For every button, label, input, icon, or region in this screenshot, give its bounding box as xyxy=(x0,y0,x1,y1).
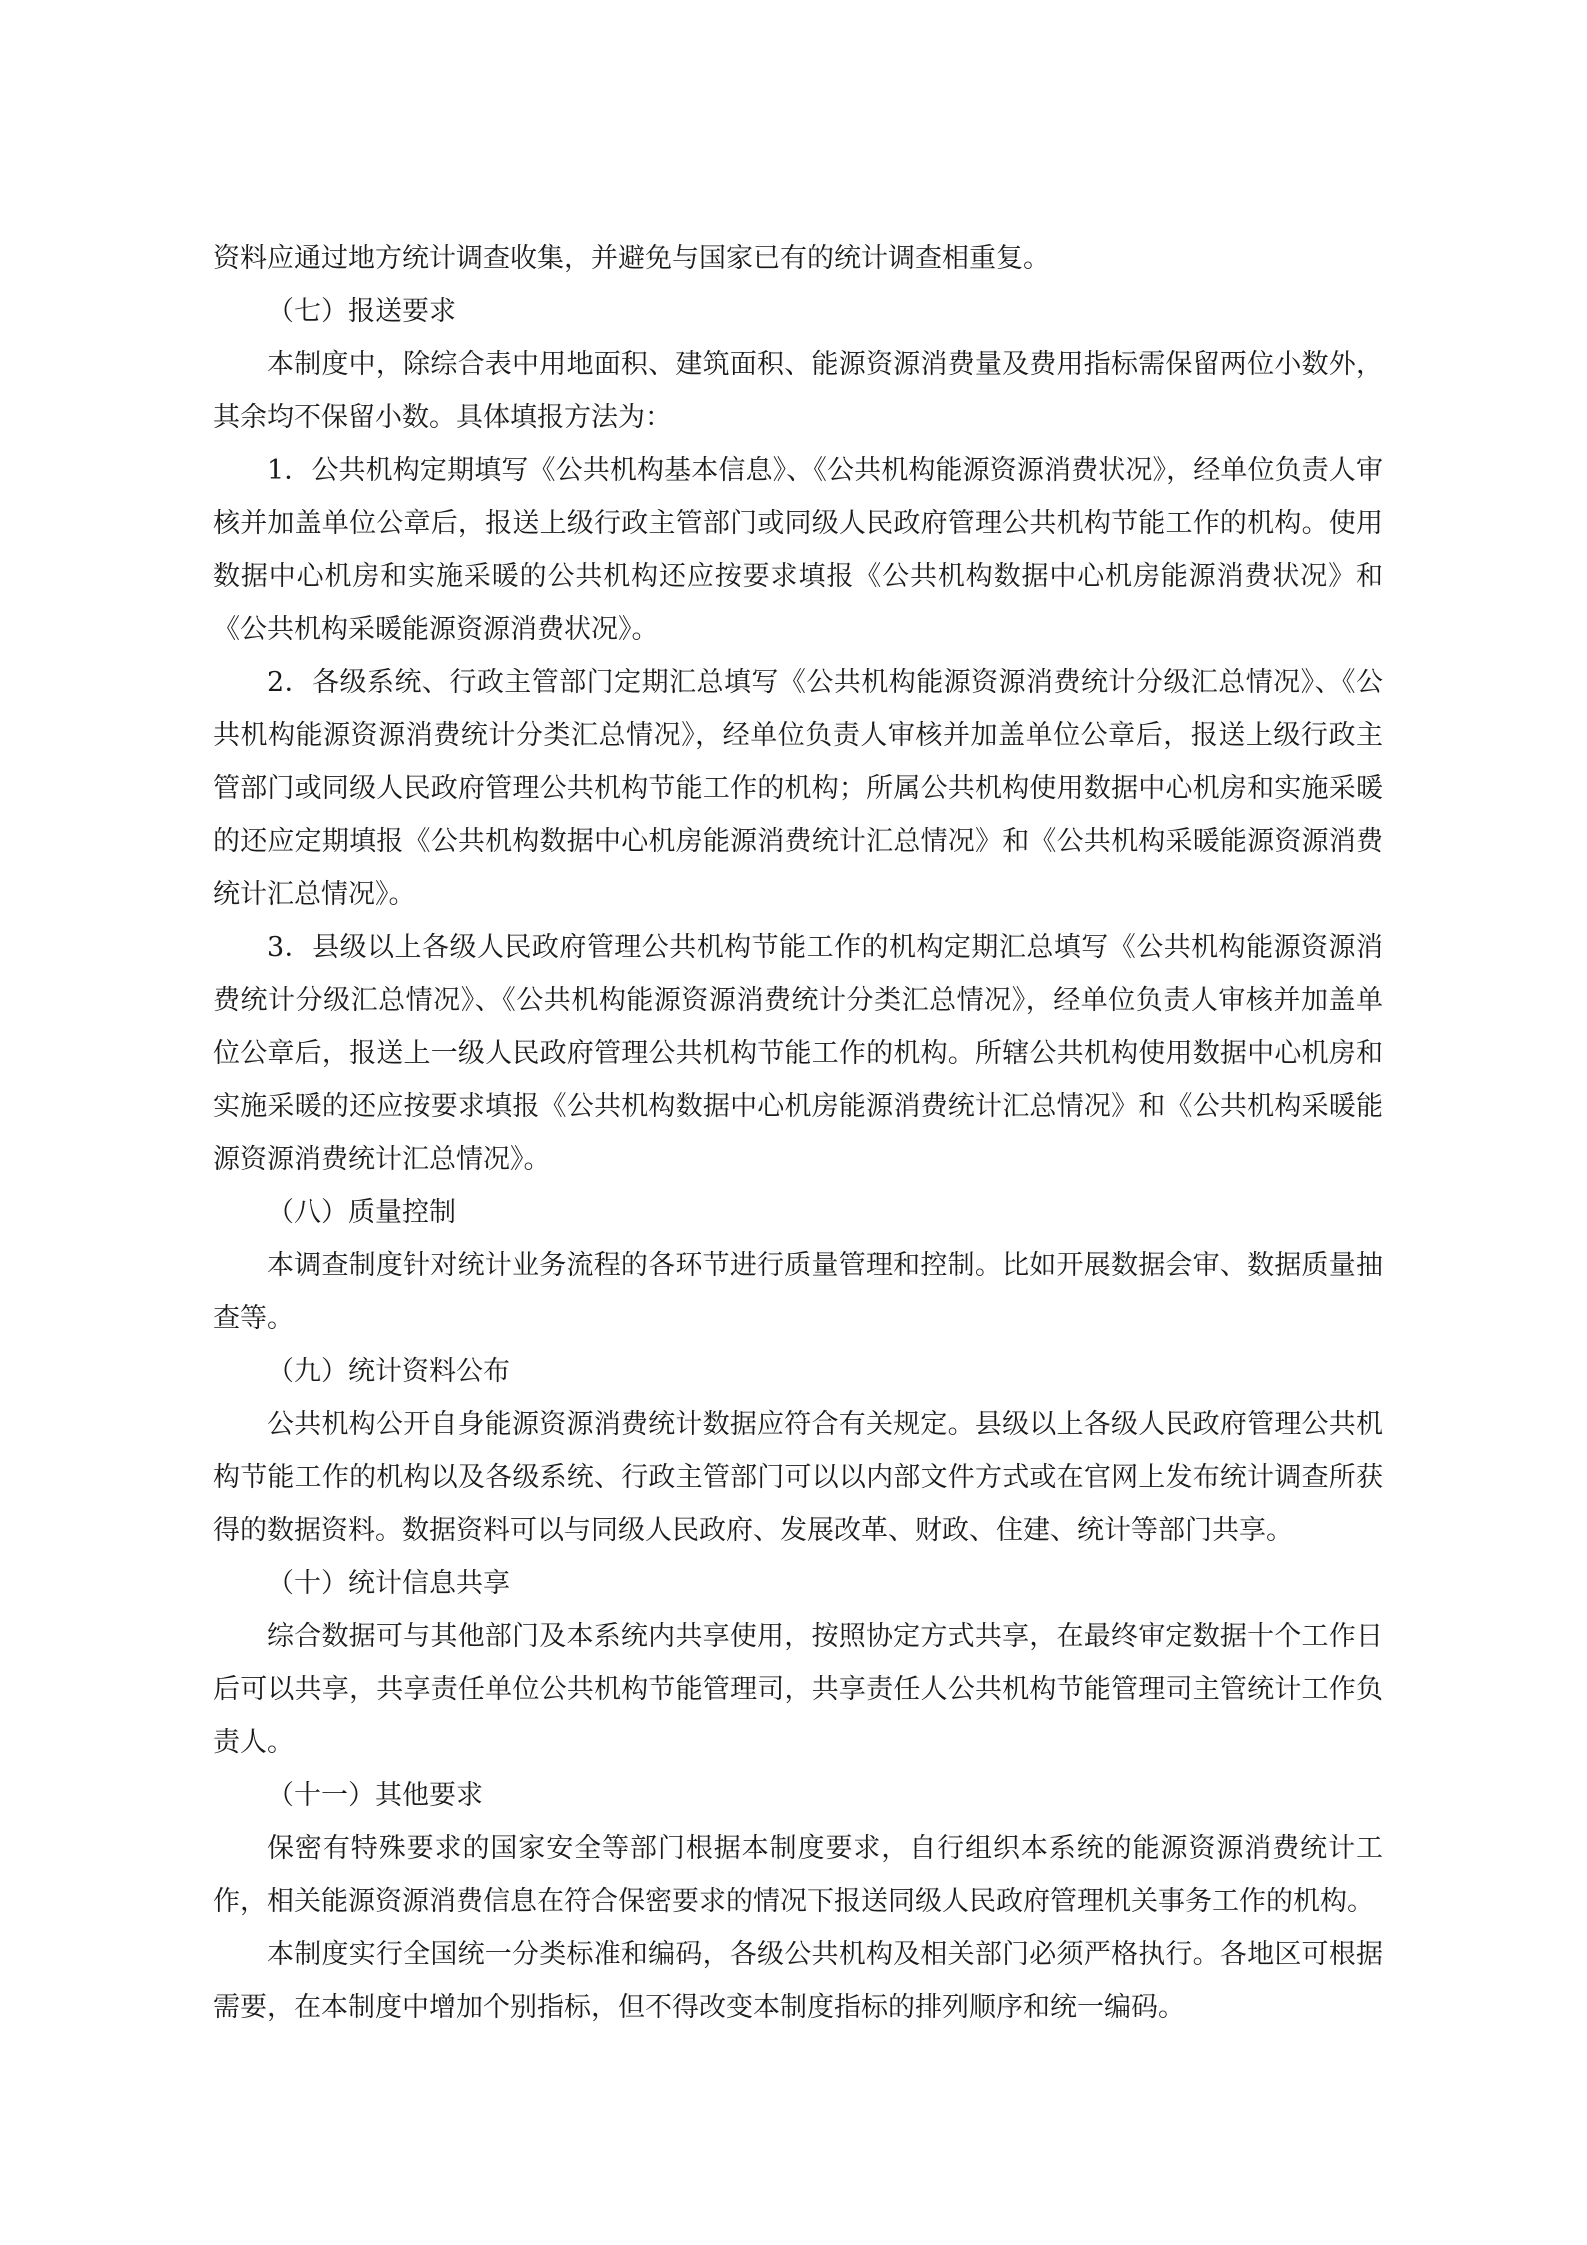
paragraph-item-1: 1．公共机构定期填写《公共机构基本信息》、《公共机构能源资源消费状况》，经单位负责人审核并加盖单位公章后，报送上级行政主管部门或同级人民政府管理公共机构节能工作的机构。使用数据中心机房和实施采暖的公共机构还应按要求填报《公共机构数据中心机房能源消费状况》和《公共机构采暖能源资源消费状况》。 xyxy=(213,455,1383,645)
section-heading-reporting: （七）报送要求 xyxy=(267,296,456,327)
paragraph-quality: 本调查制度针对统计业务流程的各环节进行质量管理和控制。比如开展数据会审、数据质量抽查等。 xyxy=(213,1250,1383,1334)
paragraph-continuation: 资料应通过地方统计调查收集，并避免与国家已有的统计调查相重复。 xyxy=(213,243,1050,274)
section-heading-other: （十一）其他要求 xyxy=(267,1780,483,1811)
document-body xyxy=(213,232,1383,2034)
paragraph-unified-coding: 本制度实行全国统一分类标准和编码，各级公共机构及相关部门必须严格执行。各地区可根据需要，在本制度中增加个别指标，但不得改变本制度指标的排列顺序和统一编码。 xyxy=(213,1939,1383,2023)
section-heading-sharing: （十）统计信息共享 xyxy=(267,1568,510,1599)
section-heading-publication: （九）统计资料公布 xyxy=(267,1356,510,1387)
paragraph-confidential: 保密有特殊要求的国家安全等部门根据本制度要求，自行组织本系统的能源资源消费统计工作，相关能源资源消费信息在符合保密要求的情况下报送同级人民政府管理机关事务工作的机构。 xyxy=(213,1833,1383,1917)
paragraph-publication: 公共机构公开自身能源资源消费统计数据应符合有关规定。县级以上各级人民政府管理公共机构节能工作的机构以及各级系统、行政主管部门可以以内部文件方式或在官网上发布统计调查所获得的数据资料。数据资料可以与同级人民政府、发展改革、财政、住建、统计等部门共享。 xyxy=(213,1409,1383,1546)
section-heading-quality: （八）质量控制 xyxy=(267,1197,456,1228)
paragraph-item-2: 2．各级系统、行政主管部门定期汇总填写《公共机构能源资源消费统计分级汇总情况》、《公共机构能源资源消费统计分类汇总情况》，经单位负责人审核并加盖单位公章后，报送上级行政主管部门或同级人民政府管理公共机构节能工作的机构；所属公共机构使用数据中心机房和实施采暖的还应定期填报《公共机构数据中心机房能源消费统计汇总情况》和《公共机构采暖能源资源消费统计汇总情况》。 xyxy=(213,667,1383,910)
paragraph-item-3: 3．县级以上各级人民政府管理公共机构节能工作的机构定期汇总填写《公共机构能源资源消费统计分级汇总情况》、《公共机构能源资源消费统计分类汇总情况》，经单位负责人审核并加盖单位公章后，报送上一级人民政府管理公共机构节能工作的机构。所辖公共机构使用数据中心机房和实施采暖的还应按要求填报《公共机构数据中心机房能源消费统计汇总情况》和《公共机构采暖能源资源消费统计汇总情况》。 xyxy=(213,932,1383,1175)
paragraph-sharing: 综合数据可与其他部门及本系统内共享使用，按照协定方式共享，在最终审定数据十个工作日后可以共享，共享责任单位公共机构节能管理司，共享责任人公共机构节能管理司主管统计工作负责人。 xyxy=(213,1621,1383,1758)
paragraph-decimal-rule: 本制度中，除综合表中用地面积、建筑面积、能源资源消费量及费用指标需保留两位小数外，其余均不保留小数。具体填报方法为： xyxy=(213,349,1383,433)
